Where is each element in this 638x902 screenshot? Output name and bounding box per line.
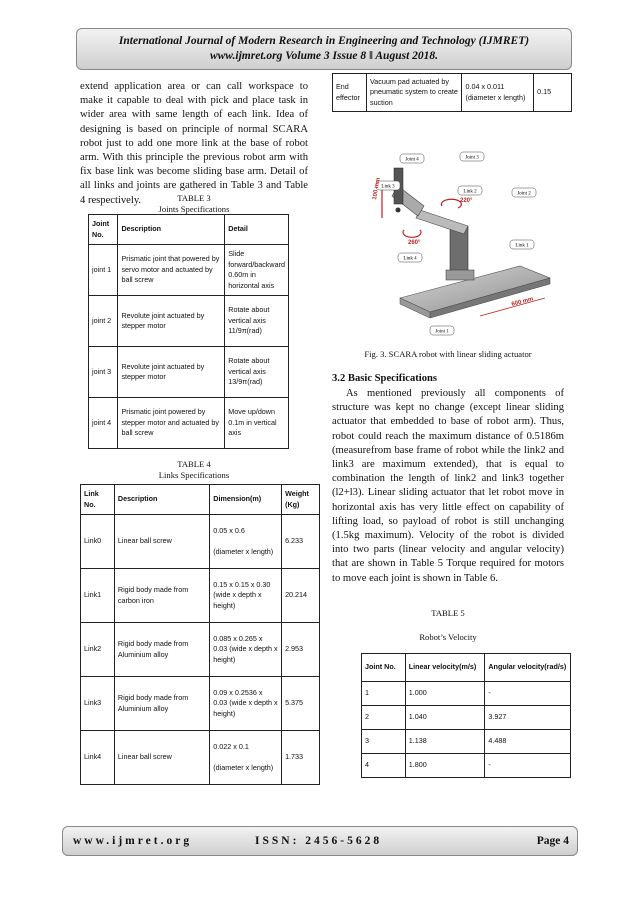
table-cell: Rigid body made from Aluminium alloy xyxy=(114,623,209,677)
figure-label: Link 2 xyxy=(463,189,477,195)
table-cell: Rotate about vertical axis 11/9π(rad) xyxy=(225,296,289,347)
table-cell: Link3 xyxy=(81,677,115,731)
table-row xyxy=(362,754,571,778)
table-cell: End effector xyxy=(333,74,367,112)
table-header-row xyxy=(362,654,571,682)
figure-dimension-label: 260° xyxy=(408,240,421,246)
table-cell: Revolute joint actuated by stepper motor xyxy=(118,296,225,347)
header-cell: Weight (Kg) xyxy=(282,485,320,515)
table-cell: Slide forward/backward 0.60m in horizontal axis xyxy=(225,245,289,296)
journal-header xyxy=(76,28,572,70)
link2-shape xyxy=(416,210,468,234)
figure-label: Link 3 xyxy=(381,184,395,190)
table-cell: 3.927 xyxy=(485,706,571,730)
figure-caption: Fig. 3. SCARA robot with linear sliding actuator xyxy=(364,349,532,359)
figure-label: Joint 3 xyxy=(465,155,479,161)
left-paragraph: extend application area or can call workspace to make it capable to deal with pick and place task in wider area with same length of each link. Idea of designing is based on principle of normal SCARA robot just to add one more link at the base of robot arm. With this principle the previous robot arm with fix base link was become sliding base arm. Detail of all links and joints are gathered in Table 3 and Table 4 respectively. xyxy=(80,81,308,206)
table-row xyxy=(89,347,289,398)
table-cell: Rigid body made from Aluminium alloy xyxy=(114,677,209,731)
table-cell: 0.15 xyxy=(534,74,572,112)
table-cell: 2.953 xyxy=(282,623,320,677)
table-cell: Link2 xyxy=(81,623,115,677)
table-cell: 0.022 x 0.1 (diameter x length) xyxy=(210,731,282,785)
table-row xyxy=(362,706,571,730)
table-row xyxy=(89,245,289,296)
figure-dimension-label: 100 mm xyxy=(372,177,382,201)
table3-joints xyxy=(88,214,289,449)
scara-robot-figure xyxy=(360,148,560,338)
table-row xyxy=(81,569,320,623)
header-cell: Description xyxy=(118,215,225,245)
table-cell: 20.214 xyxy=(282,569,320,623)
header-cell: Linear velocity(m/s) xyxy=(405,654,485,682)
base-column-shape xyxy=(450,226,468,276)
figure-label: Link 1 xyxy=(515,243,529,249)
table-header-row xyxy=(89,215,289,245)
header-cell: Dimension(m) xyxy=(210,485,282,515)
table-cell: 1.000 xyxy=(405,682,485,706)
table4-continuation xyxy=(332,73,572,112)
table-cell: 0.085 x 0.265 x 0.03 (wide x depth x height) xyxy=(210,623,282,677)
table-cell: Link1 xyxy=(81,569,115,623)
table-cell: Link0 xyxy=(81,515,115,569)
table-cell: Revolute joint actuated by stepper motor xyxy=(118,347,225,398)
journal-issue: www.ijmret.org Volume 3 Issue 8 ǁ August 2018. xyxy=(209,50,439,62)
table-cell: joint 3 xyxy=(89,347,118,398)
table-cell: 1.733 xyxy=(282,731,320,785)
table-row xyxy=(89,398,289,449)
header-cell: Description xyxy=(114,485,209,515)
table5-title: Robot’s Velocity xyxy=(419,632,477,642)
table-cell: 0.15 x 0.15 x 0.30 (wide x depth x height) xyxy=(210,569,282,623)
table-cell: 6.233 xyxy=(282,515,320,569)
table-cell: Link4 xyxy=(81,731,115,785)
header-cell: Joint No. xyxy=(89,215,118,245)
table-cell: Prismatic joint that powered by servo motor and actuated by ball screw xyxy=(118,245,225,296)
header-cell: Link No. xyxy=(81,485,115,515)
table-cell: 1.040 xyxy=(405,706,485,730)
table-row xyxy=(81,623,320,677)
table-row xyxy=(81,731,320,785)
figure-label: Link 4 xyxy=(403,256,417,262)
table-cell: 4 xyxy=(362,754,406,778)
journal-title: International Journal of Modern Research in Engineering and Technology (IJMRET) xyxy=(118,35,530,47)
figure-label: Joint 1 xyxy=(435,329,449,335)
table-cell: Linear ball screw xyxy=(114,731,209,785)
footer-page-number: Page 4 xyxy=(536,835,569,847)
table-cell: 4.488 xyxy=(485,730,571,754)
figure-label: Joint 2 xyxy=(517,191,531,197)
table-row xyxy=(333,74,572,112)
table-cell: 1 xyxy=(362,682,406,706)
table-row xyxy=(89,296,289,347)
header-cell: Detail xyxy=(225,215,289,245)
section-heading: 3.2 Basic Specifications xyxy=(332,373,438,384)
table-cell: 0.05 x 0.6 (diameter x length) xyxy=(210,515,282,569)
section-paragraph: As mentioned previously all components of structure was kept no change (except linear sliding actuator that embedded to base of robot arm). Thus, robot could reach the maximum distance of 0.5186m (measurefrom base frame of robot while the link2 and link3 are maximum extended), that is equal to combination the length of link2 and link3 together (l2+l3). Linear sliding actuator that let robot move in horizontal axis has very little effect on capability of lifting load, so payload of robot is still unchanging (1.5kg maximum). Velocity of the robot is divided into two parts (linear velocity and angular velocity) that are shown in Table 5 Torque required for motors to move each joint is shown in Table 6. xyxy=(332,388,564,584)
table-row xyxy=(81,515,320,569)
table-row xyxy=(81,677,320,731)
table3-caption: TABLE 3 Joints Specifications xyxy=(158,193,230,214)
figure-dimension-label: 600 mm xyxy=(510,296,535,308)
table-cell: 0.04 x 0.011 (diameter x length) xyxy=(462,74,534,112)
header-cell: Joint No. xyxy=(362,654,406,682)
table-row xyxy=(362,730,571,754)
table-cell: 0.09 x 0.2536 x 0.03 (wide x depth x height) xyxy=(210,677,282,731)
table-cell: joint 2 xyxy=(89,296,118,347)
table-cell: Rotate about vertical axis 13/9π(rad) xyxy=(225,347,289,398)
table-cell: - xyxy=(485,682,571,706)
table-cell: 1.138 xyxy=(405,730,485,754)
table-cell: 1.800 xyxy=(405,754,485,778)
figure-dimension-label: 220° xyxy=(460,198,473,204)
figure-label: Joint 4 xyxy=(405,157,419,163)
table4-caption: TABLE 4 Links Specifications xyxy=(158,459,230,480)
table-cell: Rigid body made from carbon iron xyxy=(114,569,209,623)
table-cell: Prismatic joint powered by stepper motor and actuated by ball screw xyxy=(118,398,225,449)
table5-label: TABLE 5 xyxy=(431,608,465,618)
header-cell: Angular velocity(rad/s) xyxy=(485,654,571,682)
table-cell: Move up/down 0.1m in vertical axis xyxy=(225,398,289,449)
table-cell: 2 xyxy=(362,706,406,730)
footer-website: www.ijmret.org xyxy=(73,835,193,847)
table-cell: 3 xyxy=(362,730,406,754)
table-cell: Vacuum pad actuated by pneumatic system to create suction xyxy=(366,74,461,112)
table-cell: 5.375 xyxy=(282,677,320,731)
table-cell: joint 4 xyxy=(89,398,118,449)
table5-velocity xyxy=(361,653,571,778)
table-cell: Linear ball screw xyxy=(114,515,209,569)
table-row xyxy=(362,682,571,706)
table-cell: joint 1 xyxy=(89,245,118,296)
table-header-row xyxy=(81,485,320,515)
page-footer xyxy=(62,826,578,856)
table4-links xyxy=(80,484,320,785)
table-cell: - xyxy=(485,754,571,778)
footer-issn: ISSN: 2456-5628 xyxy=(255,835,383,847)
